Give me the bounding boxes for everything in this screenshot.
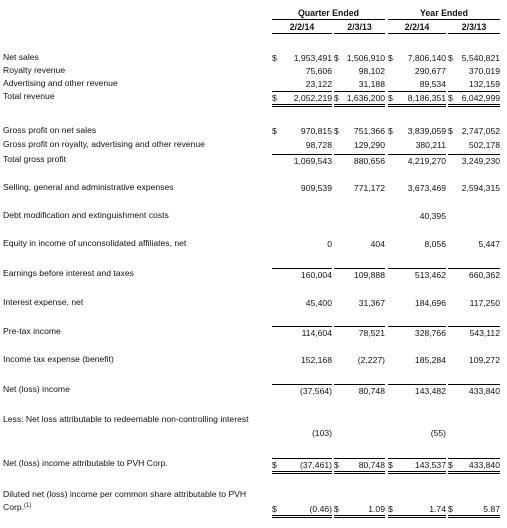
value-cell: 8,186,351 (407, 93, 446, 103)
value-cell: 1,953,491 (293, 53, 332, 63)
value-cell: 328,766 (414, 328, 446, 338)
currency-sign: $ (448, 126, 453, 136)
value-cell: 433,840 (468, 386, 500, 396)
value-cell: 152,168 (300, 355, 332, 365)
currency-sign: $ (334, 53, 339, 63)
value-cell: 751,366 (353, 126, 385, 136)
value-cell: 370,019 (468, 66, 500, 76)
value-cell: 143,537 (414, 460, 446, 470)
value-cell: 89,534 (419, 79, 446, 89)
currency-sign: $ (334, 93, 339, 103)
currency-sign: $ (272, 460, 277, 470)
value-cell: 109,272 (468, 355, 500, 365)
currency-sign: $ (448, 93, 453, 103)
value-cell: 2,594,315 (461, 183, 500, 193)
value-cell: 5,540,821 (461, 53, 500, 63)
currency-sign: $ (448, 53, 453, 63)
currency-sign: $ (388, 126, 393, 136)
value-cell: 5,447 (478, 239, 500, 249)
value-cell: 380,211 (415, 140, 446, 150)
currency-sign: $ (388, 53, 393, 63)
row-label: Debt modification and extinguishment costs (3, 210, 169, 220)
value-cell: 1.09 (368, 504, 385, 514)
header-col-y1: 2/2/14 (404, 22, 430, 32)
row-label: Net (loss) income (3, 384, 70, 394)
header-col-y2: 2/3/13 (461, 22, 487, 32)
header-year-rule (388, 19, 500, 20)
currency-sign: $ (334, 460, 339, 470)
currency-sign: $ (388, 504, 393, 514)
row-label: Net sales (3, 52, 39, 62)
value-cell: 45,400 (305, 298, 332, 308)
value-cell: 143,482 (414, 386, 446, 396)
header-col-y2-rule (448, 33, 500, 34)
value-cell: 129,290 (353, 140, 385, 150)
currency-sign: $ (334, 126, 339, 136)
value-cell: 543,112 (469, 328, 500, 338)
row-label: Total gross profit (3, 154, 67, 164)
value-cell: 660,362 (468, 270, 500, 280)
row-label: Gross profit on net sales (3, 125, 97, 135)
currency-sign: $ (388, 93, 393, 103)
row-label: Pre-tax income (3, 326, 61, 336)
row-label-text: Diluted net (loss) income per common share attributable to PVH Corp. (3, 489, 247, 512)
row-label: Interest expense, net (3, 297, 84, 307)
header-quarter-rule (272, 19, 385, 20)
row-label: Earnings before interest and taxes (3, 268, 134, 278)
header-col-q1: 2/2/14 (289, 22, 315, 32)
currency-sign: $ (272, 93, 277, 103)
value-cell: 433,840 (468, 460, 500, 470)
value-cell: 880,656 (353, 156, 385, 166)
currency-sign: $ (272, 126, 277, 136)
value-cell: (37,461) (299, 460, 332, 470)
value-cell: (37,564) (299, 386, 332, 396)
currency-sign: $ (272, 504, 277, 514)
value-cell: (0.46) (309, 504, 332, 514)
value-cell: (55) (430, 428, 446, 438)
currency-sign: $ (448, 460, 453, 470)
value-cell: 2,747,052 (461, 126, 500, 136)
header-col-q2: 2/3/13 (347, 22, 372, 32)
row-label: Selling, general and administrative expenses (3, 182, 174, 192)
value-cell: 2,052,219 (293, 93, 332, 103)
header-col-q1-rule (272, 33, 332, 34)
row-label: Equity in income of unconsolidated affiliates, net (3, 238, 187, 248)
value-cell: 23,122 (305, 79, 332, 89)
value-cell: 404 (370, 239, 385, 249)
header-col-q2-rule (334, 33, 385, 34)
header-quarter-ended: Quarter Ended (297, 8, 360, 18)
value-cell: 160,004 (300, 270, 332, 280)
currency-sign: $ (448, 504, 453, 514)
value-cell: 970,815 (300, 126, 332, 136)
value-cell: 7,806,140 (407, 53, 446, 63)
header-year-ended: Year Ended (420, 8, 468, 18)
value-cell: 1,636,200 (346, 93, 385, 103)
value-cell: 1.74 (429, 504, 446, 514)
value-cell: 184,696 (414, 298, 446, 308)
value-cell: 185,284 (414, 355, 446, 365)
row-label: Royalty revenue (3, 65, 66, 75)
value-cell: 40,395 (419, 211, 446, 221)
value-cell: 6,042,999 (461, 93, 500, 103)
value-cell: 80,748 (358, 386, 385, 396)
row-label: Net (loss) income attributable to PVH Corp. (3, 458, 168, 468)
row-label: Income tax expense (benefit) (3, 354, 114, 364)
currency-sign: $ (334, 504, 339, 514)
row-label: Less: Net loss attributable to redeemable non-controlling interest (3, 414, 249, 424)
currency-sign: $ (272, 53, 277, 63)
value-cell: 31,188 (358, 79, 385, 89)
value-cell: 1,069,543 (293, 156, 332, 166)
value-cell: 4,219,270 (407, 156, 446, 166)
value-cell: 31,367 (358, 298, 385, 308)
value-cell: 513,462 (414, 270, 446, 280)
value-cell: 8,056 (424, 239, 446, 249)
value-cell: (2,227) (357, 355, 385, 365)
value-cell: 0 (327, 239, 332, 249)
row-label: Total revenue (3, 91, 55, 101)
value-cell: 502,178 (468, 140, 500, 150)
value-cell: 1,506,910 (346, 53, 385, 63)
value-cell: 771,172 (353, 183, 385, 193)
value-cell: 132,159 (468, 79, 500, 89)
value-cell: 117,250 (469, 298, 500, 308)
value-cell: 3,839,059 (407, 126, 446, 136)
value-cell: 78,521 (358, 328, 385, 338)
header-col-y1-rule (388, 33, 446, 34)
row-label: Gross profit on royalty, advertising and other revenue (3, 139, 205, 149)
value-cell: 80,748 (358, 460, 385, 470)
currency-sign: $ (388, 460, 393, 470)
value-cell: 3,249,230 (461, 156, 500, 166)
value-cell: 114,604 (301, 328, 332, 338)
footnote-marker: (1) (24, 502, 32, 509)
value-cell: 909,539 (300, 183, 332, 193)
row-label: Advertising and other revenue (3, 78, 118, 88)
value-cell: 3,673,469 (407, 183, 446, 193)
row-label (3, 489, 265, 513)
value-cell: 5.87 (483, 504, 500, 514)
value-cell: 98,728 (305, 140, 332, 150)
value-cell: 109,888 (353, 270, 385, 280)
value-cell: 290,677 (414, 66, 446, 76)
value-cell: 98,102 (358, 66, 385, 76)
value-cell: (103) (311, 428, 332, 438)
value-cell: 75,606 (305, 66, 332, 76)
